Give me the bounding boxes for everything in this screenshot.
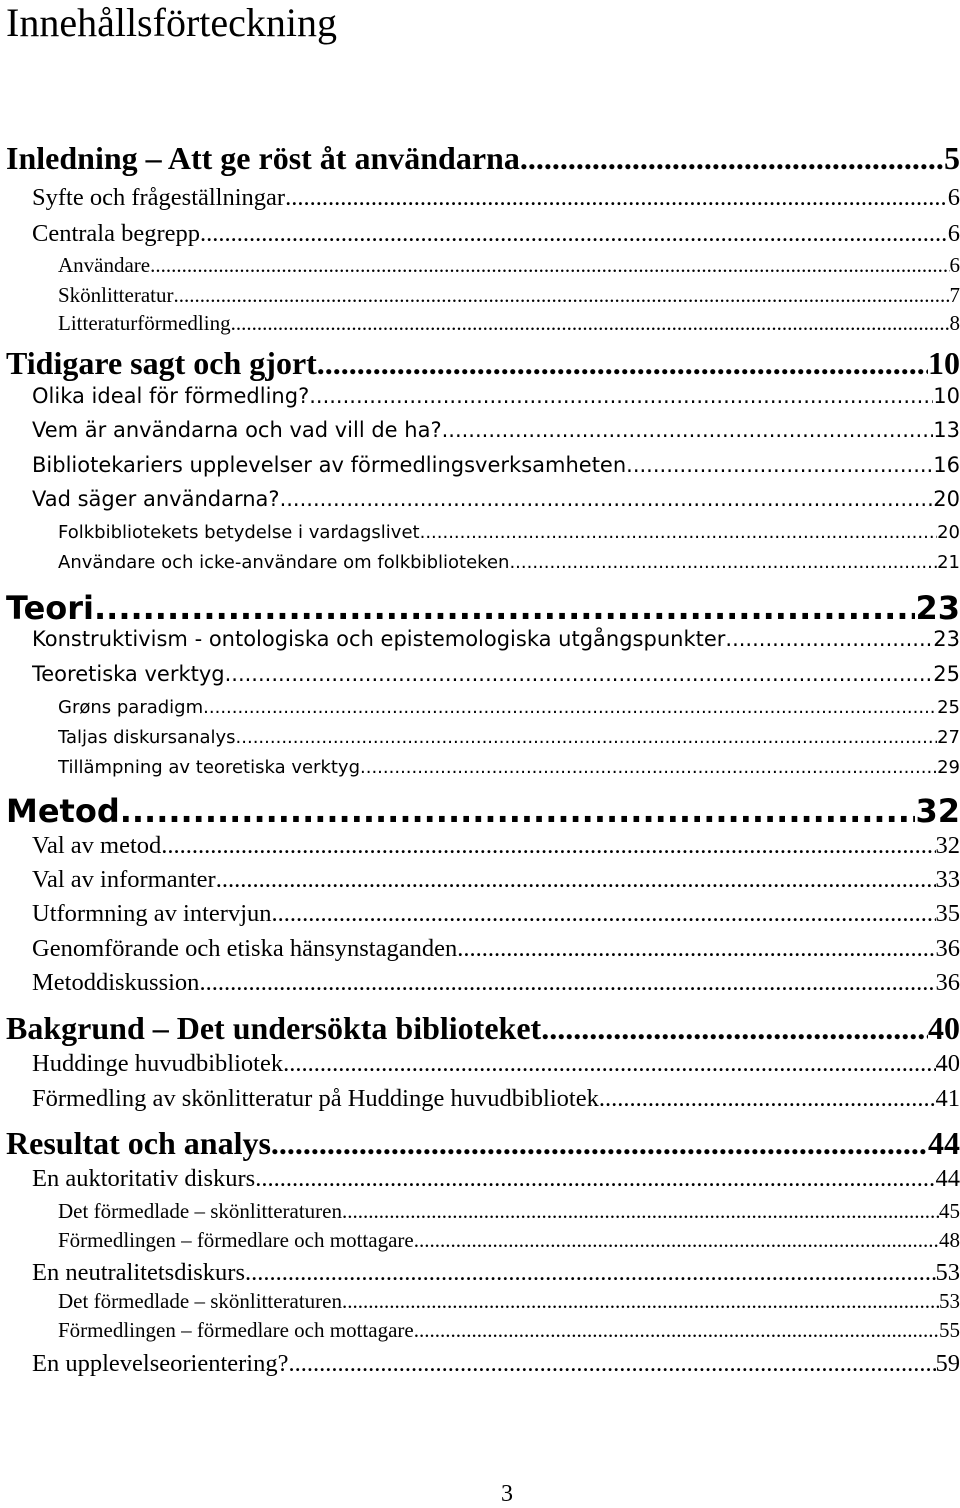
toc-dot-leader xyxy=(120,792,916,830)
toc-entry[interactable] xyxy=(32,487,960,511)
toc-entry-page: 7 xyxy=(950,283,960,308)
toc-entry[interactable] xyxy=(32,1050,960,1078)
toc-dot-leader xyxy=(285,184,948,212)
toc-entry-title: Förmedling av skönlitteratur på Huddinge huvudbibliotek xyxy=(32,1085,599,1113)
toc-entry-page: 35 xyxy=(936,900,960,928)
toc-entry-page: 59 xyxy=(936,1350,960,1378)
toc-entry-title: Tillämpning av teoretiska verktyg xyxy=(58,757,360,778)
toc-dot-leader xyxy=(626,453,933,477)
toc-entry-title: En upplevelseorientering? xyxy=(32,1350,288,1378)
toc-entry-page: 29 xyxy=(937,757,960,778)
toc-entry-page: 25 xyxy=(933,662,960,686)
toc-entry-title: Skönlitteratur xyxy=(58,283,173,308)
toc-entry-page: 13 xyxy=(933,418,960,442)
toc-entry-title: Inledning – Att ge röst åt användarna xyxy=(6,140,520,177)
toc-entry-title: Val av informanter xyxy=(32,866,216,894)
toc-entry-page: 53 xyxy=(939,1289,960,1314)
toc-entry-title: En auktoritativ diskurs xyxy=(32,1165,255,1193)
toc-dot-leader xyxy=(94,589,915,627)
toc-entry-page: 36 xyxy=(936,969,960,997)
toc-entry-page: 40 xyxy=(928,1010,960,1047)
toc-entry-page: 6 xyxy=(948,184,960,212)
toc-entry-page: 21 xyxy=(937,552,960,573)
toc-entry-page: 16 xyxy=(933,453,960,477)
toc-entry-page: 5 xyxy=(944,140,960,177)
toc-entry[interactable] xyxy=(58,757,960,778)
toc-dot-leader xyxy=(342,1199,939,1224)
toc-dot-leader xyxy=(414,1318,939,1343)
toc-entry[interactable] xyxy=(32,969,960,997)
toc-dot-leader xyxy=(203,697,937,718)
toc-entry[interactable] xyxy=(58,253,960,278)
toc-entry-title: Teori xyxy=(6,589,94,627)
toc-entry-title: Metod xyxy=(6,792,120,830)
toc-entry-title: Förmedlingen – förmedlare och mottagare xyxy=(58,1318,414,1343)
toc-dot-leader xyxy=(150,253,949,278)
toc-entry[interactable] xyxy=(58,283,960,308)
toc-entry[interactable] xyxy=(32,832,960,860)
toc-entry[interactable] xyxy=(58,1199,960,1224)
toc-entry-title: Val av metod xyxy=(32,832,161,860)
toc-entry[interactable] xyxy=(6,792,960,830)
toc-entry-title: Vem är användarna och vad vill de ha? xyxy=(32,418,442,442)
toc-dot-leader xyxy=(283,1050,935,1078)
toc-entry-page: 23 xyxy=(915,589,960,627)
toc-entry[interactable] xyxy=(32,418,960,442)
toc-entry[interactable] xyxy=(32,935,960,963)
toc-entry-title: Folkbibliotekets betydelse i vardagslivet xyxy=(58,522,420,543)
toc-entry-page: 20 xyxy=(933,487,960,511)
toc-dot-leader xyxy=(199,969,935,997)
toc-dot-leader xyxy=(288,1350,935,1378)
toc-dot-leader xyxy=(272,900,936,928)
toc-dot-leader xyxy=(231,311,950,336)
toc-dot-leader xyxy=(255,1165,935,1193)
toc-entry-title: Genomförande och etiska hänsynstaganden xyxy=(32,935,457,963)
toc-dot-leader xyxy=(509,552,937,573)
toc-entry[interactable] xyxy=(32,453,960,477)
toc-entry-page: 6 xyxy=(948,220,960,248)
toc-entry-page: 33 xyxy=(936,866,960,894)
toc-entry-page: 55 xyxy=(939,1318,960,1343)
toc-entry[interactable] xyxy=(58,552,960,573)
toc-entry-title: Syfte och frågeställningar xyxy=(32,184,285,212)
toc-dot-leader xyxy=(442,418,934,442)
toc-entry-title: Användare och icke-användare om folkbiblioteken xyxy=(58,552,509,573)
toc-entry[interactable] xyxy=(32,384,960,408)
toc-entry[interactable] xyxy=(58,697,960,718)
toc-entry-title: Centrala begrepp xyxy=(32,220,200,248)
toc-entry[interactable] xyxy=(6,589,960,627)
toc-entry[interactable] xyxy=(32,1165,960,1193)
toc-dot-leader xyxy=(541,1010,928,1047)
toc-entry-title: Det förmedlade – skönlitteraturen xyxy=(58,1199,342,1224)
toc-entry-title: Resultat och analys xyxy=(6,1125,271,1162)
toc-entry[interactable] xyxy=(6,1125,960,1162)
toc-entry[interactable] xyxy=(58,1228,960,1253)
toc-entry-title: Huddinge huvudbibliotek xyxy=(32,1050,283,1078)
toc-entry-title: Litteraturförmedling xyxy=(58,311,231,336)
toc-entry[interactable] xyxy=(32,1259,960,1287)
toc-entry-page: 10 xyxy=(933,384,960,408)
toc-entry[interactable] xyxy=(58,1289,960,1314)
toc-entry-page: 48 xyxy=(939,1228,960,1253)
toc-dot-leader xyxy=(520,140,944,177)
toc-dot-leader xyxy=(161,832,935,860)
toc-entry-title: Konstruktivism - ontologiska och epistemologiska utgångspunkter xyxy=(32,627,725,651)
toc-dot-leader xyxy=(271,1125,928,1162)
toc-entry-page: 25 xyxy=(937,697,960,718)
toc-entry[interactable] xyxy=(58,311,960,336)
toc-dot-leader xyxy=(457,935,935,963)
toc-entry[interactable] xyxy=(32,1085,960,1113)
toc-entry-title: Teoretiska verktyg xyxy=(32,662,225,686)
toc-entry-title: Förmedlingen – förmedlare och mottagare xyxy=(58,1228,414,1253)
toc-entry-title: En neutralitetsdiskurs xyxy=(32,1259,245,1287)
toc-entry[interactable] xyxy=(32,184,960,212)
toc-dot-leader xyxy=(216,866,936,894)
toc-dot-leader xyxy=(200,220,948,248)
toc-entry-page: 27 xyxy=(937,727,960,748)
toc-entry-page: 40 xyxy=(936,1050,960,1078)
toc-entry-page: 44 xyxy=(936,1165,960,1193)
toc-entry-title: Användare xyxy=(58,253,150,278)
toc-entry[interactable] xyxy=(32,627,960,651)
toc-entry[interactable] xyxy=(32,900,960,928)
toc-entry[interactable] xyxy=(58,1318,960,1343)
toc-entry-page: 20 xyxy=(937,522,960,543)
toc-dot-leader xyxy=(236,727,938,748)
page-title: Innehållsförteckning xyxy=(6,0,337,46)
toc-entry[interactable] xyxy=(6,345,960,382)
toc-dot-leader xyxy=(725,627,933,651)
toc-entry[interactable] xyxy=(32,220,960,248)
toc-entry-title: Bakgrund – Det undersökta biblioteket xyxy=(6,1010,541,1047)
toc-entry[interactable] xyxy=(32,662,960,686)
toc-entry-title: Metoddiskussion xyxy=(32,969,199,997)
toc-dot-leader xyxy=(360,757,937,778)
toc-entry-page: 45 xyxy=(939,1199,960,1224)
toc-entry-page: 32 xyxy=(915,792,960,830)
toc-entry-title: Bibliotekariers upplevelser av förmedlingsverksamheten xyxy=(32,453,626,477)
toc-entry-page: 23 xyxy=(933,627,960,651)
toc-entry-title: Grøns paradigm xyxy=(58,697,203,718)
toc-entry-title: Vad säger användarna? xyxy=(32,487,280,511)
toc-entry-page: 53 xyxy=(936,1259,960,1287)
toc-dot-leader xyxy=(414,1228,939,1253)
toc-entry-page: 8 xyxy=(950,311,960,336)
page-number: 3 xyxy=(0,1480,960,1508)
toc-dot-leader xyxy=(245,1259,936,1287)
toc-entry-page: 6 xyxy=(950,253,960,278)
toc-entry[interactable] xyxy=(6,1010,960,1047)
toc-dot-leader xyxy=(309,384,933,408)
toc-entry-title: Det förmedlade – skönlitteraturen xyxy=(58,1289,342,1314)
toc-entry[interactable] xyxy=(32,866,960,894)
toc-entry-page: 32 xyxy=(936,832,960,860)
toc-dot-leader xyxy=(420,522,938,543)
toc-entry-title: Tidigare sagt och gjort xyxy=(6,345,317,382)
toc-entry[interactable] xyxy=(6,140,960,177)
toc-entry-title: Utformning av intervjun xyxy=(32,900,272,928)
toc-dot-leader xyxy=(599,1085,936,1113)
toc-dot-leader xyxy=(317,345,928,382)
toc-entry-page: 10 xyxy=(928,345,960,382)
toc-entry[interactable] xyxy=(58,522,960,543)
toc-entry-title: Olika ideal för förmedling? xyxy=(32,384,309,408)
toc-dot-leader xyxy=(280,487,934,511)
toc-dot-leader xyxy=(225,662,934,686)
toc-entry-title: Taljas diskursanalys xyxy=(58,727,236,748)
toc-entry-page: 36 xyxy=(936,935,960,963)
toc-dot-leader xyxy=(342,1289,939,1314)
toc-entry[interactable] xyxy=(32,1350,960,1378)
toc-entry-page: 44 xyxy=(928,1125,960,1162)
toc-entry-page: 41 xyxy=(936,1085,960,1113)
toc-entry[interactable] xyxy=(58,727,960,748)
toc-dot-leader xyxy=(173,283,949,308)
